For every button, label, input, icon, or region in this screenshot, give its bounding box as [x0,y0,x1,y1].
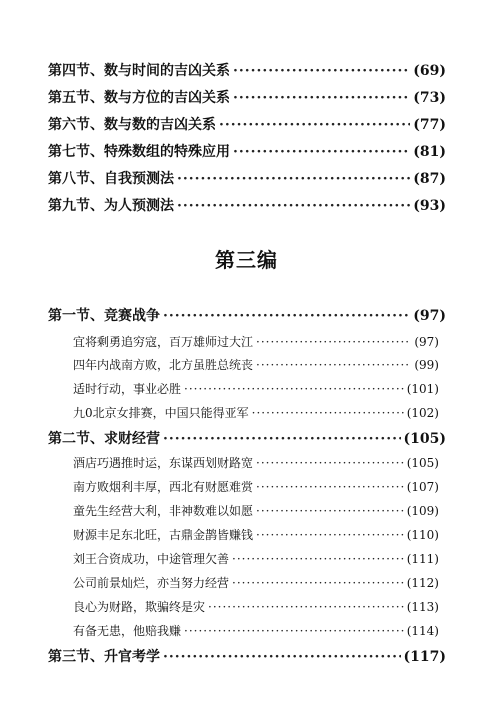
leader-dots [163,308,410,324]
part-title: 第三编 [215,248,278,272]
toc-entry-title: 第六节、数与数的吉凶关系 [48,117,216,133]
toc-section-title: 第一节、竞赛战争 [48,308,160,324]
toc-subentry-title: 九0北京女排赛，中国只能得亚军 [73,406,249,420]
toc-section-title: 第三节、升官考学 [48,649,160,665]
toc-section [48,646,446,666]
leader-dots [232,552,404,566]
toc-entry-page: (81) [413,144,446,160]
leader-dots [219,117,410,133]
toc-entry-page: (93) [413,198,446,214]
leader-dots [256,480,404,494]
toc-entry-title: 第八节、自我预测法 [48,171,174,187]
toc-subentry-page: (112) [406,576,439,590]
toc-subentry-page: (110) [406,528,439,542]
toc-entry [48,168,446,188]
toc-subentry-title: 酒店巧遇推时运，东谋西划财路宽 [73,456,254,470]
toc-subentry-title: 刘王合资成功，中途管理欠善 [73,552,230,566]
leader-dots [184,624,404,638]
toc-subentry [73,574,439,591]
leader-dots [256,528,404,542]
leader-dots [256,456,404,470]
leader-dots [232,576,404,590]
toc-section-title: 第二节、求财经营 [48,431,160,447]
toc-subentry [73,598,439,615]
toc-subentry-page: (97) [414,335,439,349]
toc-subentry-page: (107) [406,480,439,494]
leader-dots [163,431,401,447]
toc-subentry-title: 公司前景灿烂，亦当努力经营 [73,576,230,590]
toc-entry-page: (87) [413,171,446,187]
toc-subentry-title: 南方败烟利丰厚，西北有财愿难赏 [73,480,254,494]
toc-subentry-page: (101) [406,382,439,396]
toc-subentry-page: (105) [406,456,439,470]
toc-subentry-title: 四年内战南方败，北方虽胜总统丧 [73,358,254,372]
leader-dots [252,406,404,420]
toc-subentry-page: (113) [406,600,439,614]
toc-subentry-page: (109) [406,504,439,518]
leader-dots [256,358,411,372]
toc-entry [48,141,446,161]
toc-subentry [73,622,439,639]
leader-dots [177,198,410,214]
toc-entry-title: 第五节、数与方位的吉凶关系 [48,90,230,106]
toc-entry [48,87,446,107]
leader-dots [233,63,410,79]
toc-subentry [73,526,439,543]
leader-dots [184,382,404,396]
toc-subentry [73,333,439,350]
toc-subentry [73,356,439,373]
toc-entry [48,114,446,134]
toc-entry [48,60,446,80]
toc-entry-title: 第四节、数与时间的吉凶关系 [48,63,230,79]
toc-entry-page: (73) [413,90,446,106]
leader-dots [177,171,410,187]
toc-subentry [73,550,439,567]
toc-subentry-title: 适时行动，事业必胜 [73,382,182,396]
toc-subentry-title: 宜将剩勇追穷寇，百万雄师过大江 [73,335,254,349]
toc-subentry-page: (102) [406,406,439,420]
toc-entry [48,195,446,215]
toc-subentry [73,478,439,495]
toc-section [48,305,446,325]
toc-subentry [73,502,439,519]
leader-dots [256,504,404,518]
toc-subentry-page: (111) [406,552,439,566]
leader-dots [163,649,401,665]
leader-dots [233,144,410,160]
toc-entry-page: (69) [413,63,446,79]
toc-section-page: (117) [403,649,446,665]
toc-subentry [73,404,439,421]
toc-section-page: (105) [403,431,446,447]
leader-dots [208,600,404,614]
toc-subentry-page: (114) [406,624,439,638]
toc-entry-title: 第七节、特殊数组的特殊应用 [48,144,230,160]
toc-section [48,428,446,448]
toc-subentry-page: (99) [414,358,439,372]
toc-subentry [73,454,439,471]
toc-subentry [73,380,439,397]
toc-subentry-title: 童先生经营大利，非神数难以如愿 [73,504,254,518]
toc-entry-title: 第九节、为人预测法 [48,198,174,214]
leader-dots [256,335,411,349]
toc-subentry-title: 有备无患，他赔我赚 [73,624,182,638]
toc-subentry-title: 财源丰足东北旺，古鼎金鹊皆赚钱 [73,528,254,542]
leader-dots [233,90,410,106]
toc-entry-page: (77) [413,117,446,133]
toc-subentry-title: 良心为财路，欺骗终是灾 [73,600,206,614]
toc-section-page: (97) [413,308,446,324]
